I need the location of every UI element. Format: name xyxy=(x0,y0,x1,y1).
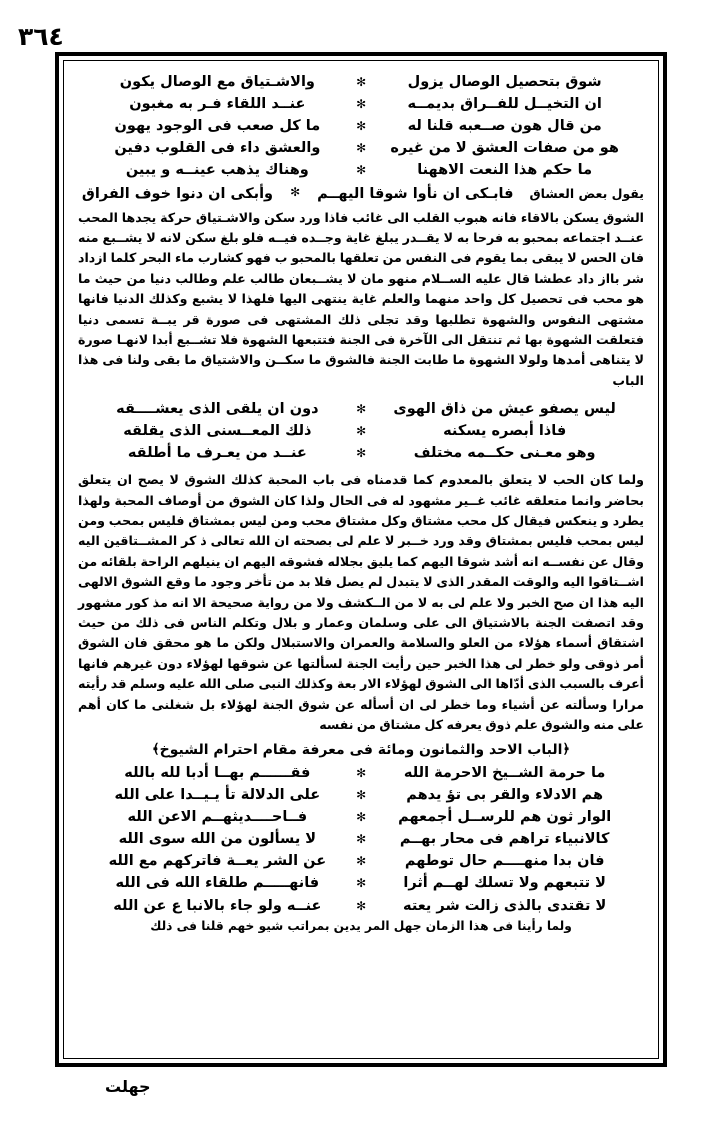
page-frame-inner xyxy=(63,60,659,1059)
chapter-heading-text: الباب الاحد والثمانون ومائة فى معرفة مقام احترام الشيوخ xyxy=(159,742,563,759)
verse-block-bottom xyxy=(95,762,627,916)
hemistich-right: فاذا أبصره يسكنه xyxy=(443,423,567,440)
verse-block-middle xyxy=(95,398,627,464)
page-frame-outer xyxy=(55,52,667,1067)
hemistich-left: لا يسألون من الله سوى الله xyxy=(118,831,317,848)
verse-line xyxy=(95,93,627,115)
hemistich-left: ذلك المعــسنى الذى يقلقه xyxy=(123,423,312,440)
verse-separator-icon: ✻ xyxy=(356,832,366,847)
verse-intro-label: يقول بعض العشاق xyxy=(529,186,644,202)
verse-separator-icon: ✻ xyxy=(356,163,366,178)
verse-block-top xyxy=(95,71,627,181)
spacer xyxy=(78,466,644,468)
hemistich-right: ما حكم هذا النعت الاههنا xyxy=(417,162,593,179)
closing-note: ولما رأينا فى هذا الزمان جهل المر يدين بمراتب شيو خهم قلنا فى ذلك xyxy=(150,918,572,933)
verse-line xyxy=(95,442,627,464)
hemistich-left: عنــد من يعـرف ما أطلقه xyxy=(127,445,307,462)
verse-separator-icon: ✻ xyxy=(356,898,366,913)
prose-text: ولما كان الحب لا يتعلق بالمعدوم كما قدمناه فى باب المحبة كذلك الشوق لا يصح ان يتعلق بحاضر وانما متعلقه غائب غــير مشهود له فى الحال ولذا كان الشوق من أوصاف المحبة ولهذا يطرد و ينعكس فيقال كل محب مشتاق وكل مشتاق محب ومن ليس بمشتاق فليس بمحب ومن ليس بمحب فليس بمشتاق وقد ورد خــبر لا علم لى بصحته ان الله تعالى ذ كر المشــتاقين اليه وقال عن نفســه انه أشد شوقا اليهم كما يليق بجلاله فشوقه اليهم ان ينيلهم الراحة بلقائه من اشــتاقوا اليه والوقت المقدر الذى لا يتبدل لم يصل فلا بد من تأخر وجود ما وقع الشوق الالهى اليه هذا ان صح الخبر ولا علم لى به لا من الــكشف ولا من رواية صحيحة الا انه مذ كور مشهور وقد اتصفت الجنة بالاشتياق الى على وسلمان وعمار و بلال وتكلم الناس فى ذلك من حيث اشتقاق أسماء هؤلاء من العلو والسلامة والعمران والاستبلال ولكن ما هو محقق فان الشوق أمر ذوقى ولو خطر لى هذا الخبر حين رأيت الجنة لسألتها عن شوقها لهؤلاء دون غيرهم فانها أعرف بالسبب الذى أدّاها الى الشوق لهؤلاء الار بعة وكذلك النبى صلى الله عليه وسلم قد رأيته مرارا وسألته عن أشياء وما خطر لى ان أسأله عن شوق الجنة لهؤلاء بل شغلنى ما كان أهم على منه والشوق علم ذوق يعرفه كل مشتاق من نفسه xyxy=(78,472,644,732)
hemistich-left: على الدلالة تأ يـيــدا على الله xyxy=(114,787,321,804)
verse-separator-icon: ✻ xyxy=(356,854,366,869)
verse-separator-icon: ✻ xyxy=(356,810,366,825)
hemistich-right: الوار ثون هم للرســل أجمعهم xyxy=(398,809,612,826)
chapter-heading xyxy=(78,742,644,758)
hemistich-left: فــاحــــديثهــم الاعن الله xyxy=(127,809,308,826)
verse-line xyxy=(95,806,627,828)
verse-separator-icon: ✻ xyxy=(356,75,366,89)
hemistich-right: ان التخيــل للفــراق بديمــه xyxy=(407,96,602,113)
verse-line xyxy=(95,71,627,93)
hemistich-right: لا تقتدى بالذى زالت شر يعته xyxy=(403,897,607,914)
verse-line xyxy=(95,828,627,850)
verse-line xyxy=(72,183,524,205)
verse-line xyxy=(95,850,627,872)
hemistich-left: عنــد اللقاء فـر به مغبون xyxy=(129,96,306,113)
ornament-open-icon: ﴿ xyxy=(562,742,570,758)
hemistich-right: ليس يصفو عيش من ذاق الهوى xyxy=(393,401,616,418)
hemistich-right: وهو معـنى حكــمه مختلف xyxy=(413,445,596,462)
hemistich-right: شوق بتحصيل الوصال يزول xyxy=(407,74,602,90)
verse-separator-icon: ✻ xyxy=(356,424,366,439)
verse-line xyxy=(95,762,627,784)
verse-separator-icon: ✻ xyxy=(356,402,366,417)
verse-line xyxy=(95,115,627,137)
hemistich-right: هم الادلاء والقر بى تؤ يدهم xyxy=(406,787,604,804)
hemistich-left: فانهـــــم طلقاء الله فى الله xyxy=(115,875,320,892)
hemistich-left: عن الشر يعــة فاتركهم مع الله xyxy=(108,853,327,870)
verse-separator-icon: ✻ xyxy=(356,876,366,891)
hemistich-left: والاشـتياق مع الوصال يكون xyxy=(119,74,315,90)
hemistich-left: دون ان يلقى الذى يعشــــقه xyxy=(116,401,319,418)
page-number-value: ٣٦٤ xyxy=(18,22,64,51)
verse-separator-icon: ✻ xyxy=(356,97,366,112)
hemistich-left: ما كل صعب فى الوجود يهون xyxy=(114,118,321,135)
hemistich-right: هو من صفات العشق لا من غيره xyxy=(390,140,619,157)
hemistich-left: وأبكى ان دنوا خوف الفراق xyxy=(81,186,274,203)
verse-line xyxy=(95,895,627,917)
page-number xyxy=(0,22,668,51)
hemistich-right: فان بدا منهــــم حال توطهم xyxy=(404,853,605,870)
verse-separator-icon: ✻ xyxy=(356,119,366,134)
catchword-text: جهلت xyxy=(105,1077,151,1096)
hemistich-right: فابـكى ان نأوا شوقا اليهــم xyxy=(317,186,514,203)
verse-line xyxy=(95,872,627,894)
verse-separator-icon: ✻ xyxy=(356,446,366,461)
verse-separator-icon: ✻ xyxy=(356,788,366,803)
hemistich-left: عنــه ولو جاء بالانبا ع عن الله xyxy=(113,897,322,914)
verse-separator-icon: ✻ xyxy=(356,141,366,156)
verse-line xyxy=(95,137,627,159)
verse-line xyxy=(95,784,627,806)
verse-intro-row xyxy=(78,183,644,205)
prose-paragraph-one xyxy=(78,208,644,392)
prose-paragraph-two xyxy=(78,470,644,735)
verse-separator-icon: ✻ xyxy=(356,766,366,781)
prose-text: الشوق يسكن بالاقاء فانه هبوب القلب الى غائب فاذا ورد سكن والاشـتياق حركة يجدها المحب عنــد اجتماعه بمحبو به فرحا به لا يقــدر يبلغ غاية وجــده فيــه فلو بلغ سكن لانه لا يشــبع منه فان الحس لا يبقى بما يقوم فى النفس من تعلقها بالمحبو ب فهو كشارب ماء البحر كلما ازداد شر بااز داد عطشا قال عليه الســلام منهو مان لا يشــبعان طالب علم وطالب دنيا من حيث ما هو محب فى تحصيل كل واحد منهما والعلم غاية ينتهى اليها فلهذا لا يشبع وكذلك الدنيا فانها مشتهى النفوس والشهوة تطلبها وقد تجلى ذلك المشتهى فى صورة قر يبــة تسمى دنيا فتعلقت الشهوة بها ثم تنتقل الى الآخرة فى الجنة فتتبعها الشهوة فلا تشــبع أبدا لانهـا صورة لا يتناهى أمدها ولولا الشهوة ما طابت الجنة فالشوق ما سكــن والاشتياق ما بقى ولنا فى هذا الباب xyxy=(78,209,644,388)
hemistich-right: لا تتبعهم ولا تسلك لهــم أثرا xyxy=(403,875,606,892)
hemistich-right: ما حرمة الشــيخ الاحرمة الله xyxy=(403,765,606,782)
hemistich-left: فقــــــم بهــا أدبا لله بالله xyxy=(124,765,311,782)
hemistich-left: والعشق داء فى القلوب دفين xyxy=(114,140,321,157)
verse-separator-icon: ✻ xyxy=(290,185,301,200)
verse-line xyxy=(95,420,627,442)
ornament-close-icon: ﴾ xyxy=(152,742,160,758)
verse-line xyxy=(95,398,627,420)
hemistich-right: كالانبياء تراهم فى محار بهــم xyxy=(399,831,610,848)
hemistich-left: وهناك يذهب عينــه و يبين xyxy=(125,162,309,179)
hemistich-right: من قال هون صــعبه قلنا له xyxy=(407,118,602,135)
verse-line xyxy=(95,159,627,181)
